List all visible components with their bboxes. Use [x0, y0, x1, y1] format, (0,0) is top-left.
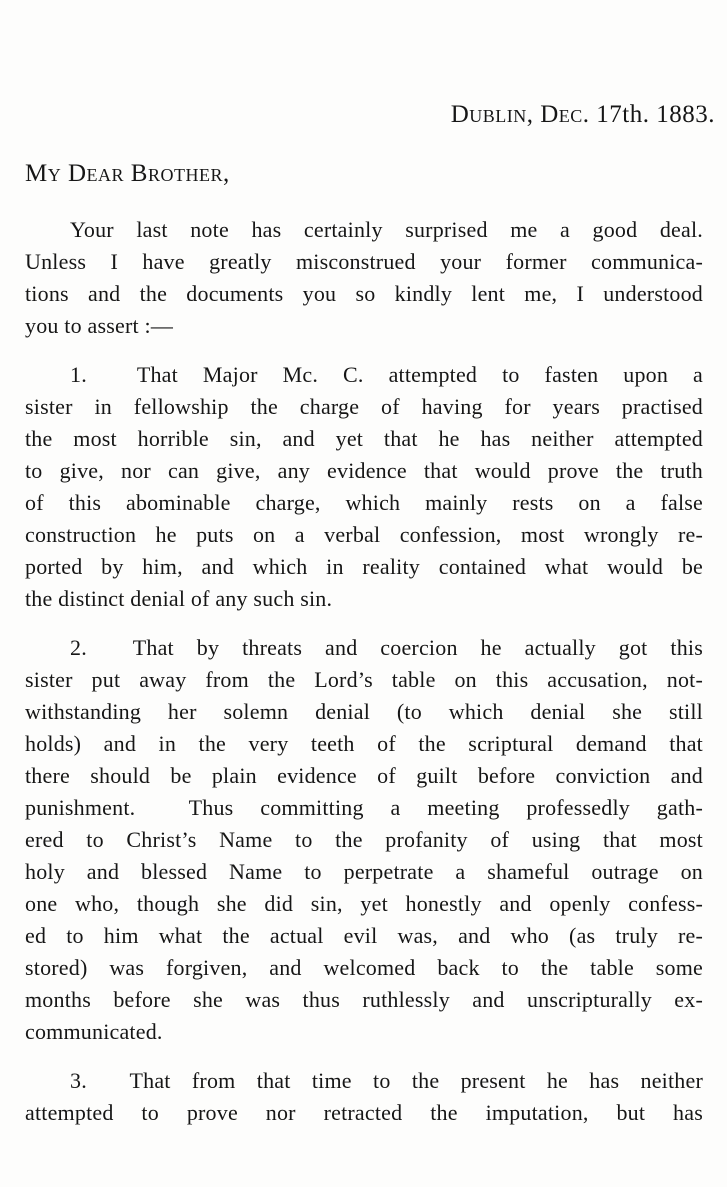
- text-line: the most horrible sin, and yet that he has neither attempted: [25, 426, 703, 451]
- text-line: attempted to prove nor retracted the imputation, but has: [25, 1100, 703, 1125]
- paragraph: [25, 632, 703, 1048]
- text-line: the distinct denial of any such sin.: [25, 586, 333, 611]
- letter-body: [25, 214, 703, 1129]
- text-line: to give, nor can give, any evidence that would prove the truth: [25, 458, 703, 483]
- text-line: 3. That from that time to the present he has neither: [70, 1068, 703, 1093]
- dateline-place: Dublin, Dec.: [450, 101, 590, 128]
- text-line: sister put away from the Lord’s table on this accusation, not-: [25, 667, 703, 692]
- text-line: withstanding her solemn denial (to which denial she still: [25, 699, 703, 724]
- text-line: ported by him, and which in reality contained what would be: [25, 554, 703, 579]
- salutation: My Dear Brother,: [25, 160, 230, 187]
- paragraph: [25, 1065, 703, 1129]
- paragraph: [25, 214, 703, 342]
- text-line: stored) was forgiven, and welcomed back to the table some: [25, 955, 703, 980]
- paragraph: [25, 359, 703, 615]
- text-line: 1. That Major Mc. C. attempted to fasten upon a: [70, 362, 703, 387]
- text-line: months before she was thus ruthlessly and unscripturally ex-: [25, 987, 703, 1012]
- text-line: Your last note has certainly surprised me a good deal.: [70, 217, 703, 242]
- text-line: of this abominable charge, which mainly rests on a false: [25, 490, 703, 515]
- dateline: [25, 100, 715, 129]
- text-line: ed to him what the actual evil was, and who (as truly re-: [25, 923, 703, 948]
- dateline-date: 17th. 1883.: [589, 101, 715, 128]
- text-line: punishment. Thus committing a meeting professedly gath-: [25, 795, 703, 820]
- text-line: Unless I have greatly misconstrued your former communica-: [25, 249, 703, 274]
- text-line: 2. That by threats and coercion he actually got this: [70, 635, 703, 660]
- text-line: holds) and in the very teeth of the scriptural demand that: [25, 731, 703, 756]
- text-line: one who, though she did sin, yet honestly and openly confess-: [25, 891, 703, 916]
- text-line: ered to Christ’s Name to the profanity of using that most: [25, 827, 703, 852]
- text-line: communicated.: [25, 1019, 163, 1044]
- text-line: construction he puts on a verbal confession, most wrongly re-: [25, 522, 703, 547]
- text-line: tions and the documents you so kindly lent me, I understood: [25, 281, 703, 306]
- text-line: holy and blessed Name to perpetrate a shameful outrage on: [25, 859, 703, 884]
- text-line: you to assert :—: [25, 313, 174, 338]
- text-line: there should be plain evidence of guilt before conviction and: [25, 763, 703, 788]
- text-line: sister in fellowship the charge of having for years practised: [25, 394, 703, 419]
